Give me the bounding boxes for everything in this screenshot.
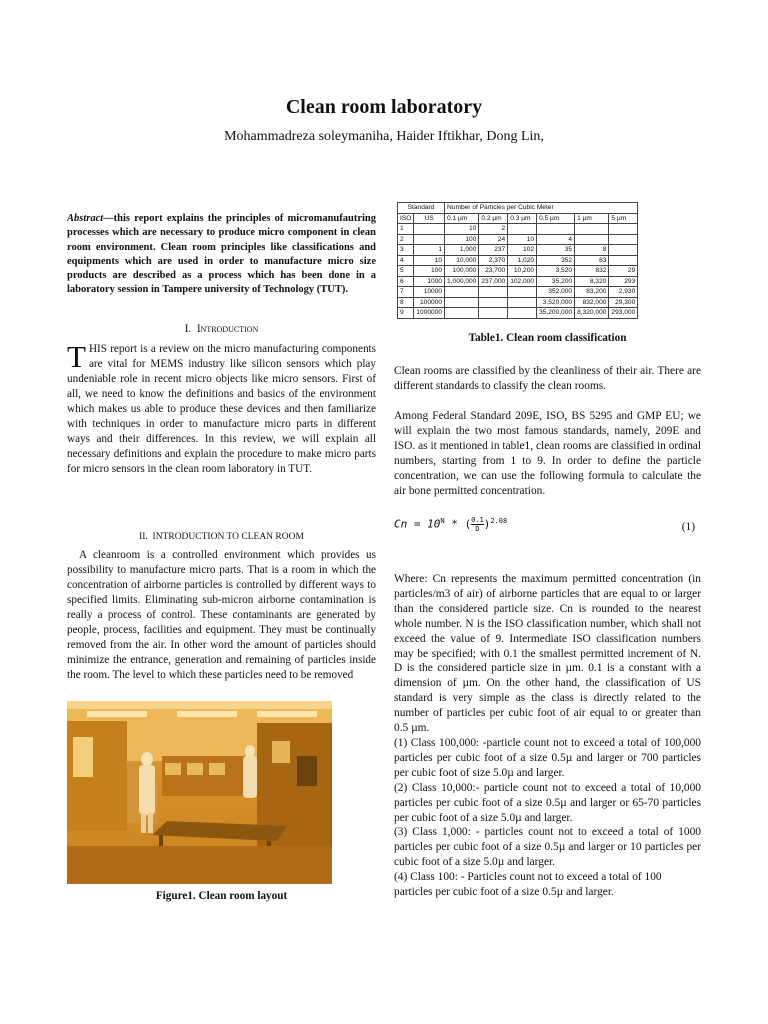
table-cell: 9	[398, 308, 414, 319]
table-cell: 2,370	[479, 255, 508, 266]
table-cell	[609, 224, 638, 235]
table-cell: 8,320	[575, 276, 609, 287]
formula-exp: N	[440, 516, 445, 525]
paper-authors: Mohammadreza soleymaniha, Haider Iftikhar, Dong Lin,	[224, 129, 544, 144]
table-row	[398, 255, 638, 266]
formula-den: D	[475, 525, 480, 533]
table-cell: 83	[575, 255, 609, 266]
column-header: 0.5 µm	[537, 213, 575, 224]
table-cell: 1000	[414, 276, 445, 287]
table-cell: 8	[575, 245, 609, 256]
class-item: (4) Class 100: - Particles count not to exceed a total of 100 particles per cubic foot of a size 0.5µ and larger.	[394, 871, 662, 899]
table-cell: 35	[537, 245, 575, 256]
table-cell: 1,000,000	[445, 276, 479, 287]
table-cell: 23,700	[479, 266, 508, 277]
table-cell: 10	[414, 255, 445, 266]
table-cell: 8,320,000	[575, 308, 609, 319]
abstract-lead: Abstract	[67, 213, 104, 224]
table-cell: 1,000	[445, 245, 479, 256]
table-cell: 293	[609, 276, 638, 287]
table-cell: 2	[398, 234, 414, 245]
table-cell: 3,520	[537, 266, 575, 277]
table-row	[398, 276, 638, 287]
table-cell	[609, 234, 638, 245]
table-cell	[479, 297, 508, 308]
iso-table	[397, 202, 638, 319]
figure-1-caption-text: Figure1. Clean room layout	[155, 890, 288, 902]
table-cell: 832	[575, 266, 609, 277]
table-cell	[575, 234, 609, 245]
table-row	[398, 308, 638, 319]
table-group-header	[398, 203, 638, 214]
table-cell: 1,020	[508, 255, 537, 266]
section-1-title: Introduction	[196, 323, 259, 335]
table-row	[398, 224, 638, 235]
table-cell: 100	[414, 266, 445, 277]
table-row	[398, 245, 638, 256]
table-cell	[508, 224, 537, 235]
table-cell: 2,930	[609, 287, 638, 298]
column-header: 5 µm	[609, 213, 638, 224]
table-cell: 2	[479, 224, 508, 235]
column-header: 1 µm	[575, 213, 609, 224]
formula-mid: * (	[444, 517, 472, 531]
formula-close: )	[483, 517, 491, 531]
right-para-2: Among Federal Standard 209E, ISO, BS 5295 and GMP EU; we will explain the two most famous standards, namely, 209E and ISO. as it mentioned in table1, clean rooms are classified in ordinal numbers, starting from 1 to 9. In order to define the particle concentration, we can use the following formula to calculate the air bone permitted concentration.	[394, 410, 701, 497]
table-cell: 3	[398, 245, 414, 256]
table-cell	[609, 245, 638, 256]
formula-pow: 2.08	[490, 516, 508, 525]
table-cell: 832,000	[575, 297, 609, 308]
table-cell: 24	[479, 234, 508, 245]
right-para-1: Clean rooms are classified by the cleanliness of their air. There are different standards to classify the clean rooms.	[394, 365, 701, 392]
table-cell: 35,200	[537, 276, 575, 287]
table-cell	[414, 234, 445, 245]
table-cell: 3,520,000	[537, 297, 575, 308]
table-cell: 237,000	[479, 276, 508, 287]
abstract-text: —this report explains the principles of micromanufautring processes which are necessary to produce micro component in clean room environment. Clean room principles like classifications and equipments which are used in order to manufacture micro size products are described as a process which has been done in a laboratory session in Tampere university of Technology (TUT).	[67, 213, 376, 296]
table-cell: 352	[537, 255, 575, 266]
column-header: 0.2 µm	[479, 213, 508, 224]
class-item: (3) Class 1,000: - particles count not to exceed a total of 1000 particles per cubic foot of a size 0.5µ and larger or 10 particles per cubic foot of a size 5.0µ and larger.	[394, 826, 701, 869]
column-header: ISO	[398, 213, 414, 224]
table-column-header	[398, 213, 638, 224]
section-2-heading	[67, 530, 376, 545]
table-cell: 100000	[414, 297, 445, 308]
table-cell	[575, 224, 609, 235]
table-cell: 35,200,000	[537, 308, 575, 319]
table-cell	[609, 255, 638, 266]
section-2-title: INTRODUCTION TO CLEAN ROOM	[152, 532, 304, 542]
table-cell: 100	[445, 234, 479, 245]
table-cell: 1	[398, 224, 414, 235]
section-2-number: II.	[139, 532, 148, 542]
table-cell	[445, 308, 479, 319]
table-cell: 29	[609, 266, 638, 277]
table-cell: 83,200	[575, 287, 609, 298]
table-cell: 10,000	[445, 255, 479, 266]
table-cell: 10,200	[508, 266, 537, 277]
table-cell: 102	[508, 245, 537, 256]
formula-number: (1)	[681, 521, 695, 533]
table-row	[398, 234, 638, 245]
table-cell	[537, 224, 575, 235]
table-cell: 8	[398, 297, 414, 308]
formula-num: 0.1	[471, 516, 484, 524]
dropcap: T	[67, 339, 86, 374]
table-cell: 29,300	[609, 297, 638, 308]
section-1-heading	[67, 322, 376, 337]
class-item: (1) Class 100,000: -particle count not to exceed a total of 100,000 particles per cubic foot of a size 0.5µ and larger or 700 particles per cubic foot of size 5.0µ and larger.	[394, 736, 701, 779]
section-2-body: A cleanroom is a controlled environment which provides us possibility to manufacture micro parts. That is a room in which the concentration of airborne particles is controlled by different ways to specified limits. Eliminating sub-micron airborne contamination is really a process of control. These contaminants are generated by people, process, facilities and equipment. They must be continually removed from the air. In other word the amount of particles should minimize the entrance, generation and remaining of particles inside the room. The level to which these particles need to be removed	[67, 549, 376, 681]
table-cell: 6	[398, 276, 414, 287]
formula-fraction	[471, 516, 484, 533]
table-cell: 352,000	[537, 287, 575, 298]
table-cell	[508, 308, 537, 319]
table-1-caption	[394, 331, 701, 346]
table-cell: 4	[398, 255, 414, 266]
table-cell	[508, 297, 537, 308]
section-1-body	[67, 339, 376, 477]
header-standard: Standard	[398, 203, 445, 214]
table-cell: 4	[537, 234, 575, 245]
abstract	[67, 212, 376, 298]
table-cell	[508, 287, 537, 298]
class-item: (2) Class 10,000:- particle count not to exceed a total of 10,000 particles per cubic foot of a size 0.5µ and larger or 65-70 particles per cubic foot of a size 5.0µ and larger.	[394, 781, 701, 824]
section-1-text: HIS report is a review on the micro manufacturing components are vital for MEMS industry like silicon sensors which play undeniable role in recent micro objects like micro sensors. First of all, we need to know the definitions and basics of the environment which makes us able to produce these devices and then familiarize with techniques in order to manufacture micro parts in different ways and their differences. In this review, we will explain all necessary definitions and explain the procedure to make micro parts for micro sensors in the clean room laboratory in TUT.	[67, 343, 376, 475]
right-para-3	[394, 572, 701, 900]
table-cell	[445, 297, 479, 308]
table-cell	[445, 287, 479, 298]
column-header: 0.3 µm	[508, 213, 537, 224]
table-1	[397, 202, 638, 319]
table-cell: 7	[398, 287, 414, 298]
header-particles: Number of Particles per Cubic Meter	[445, 203, 638, 214]
table-row	[398, 297, 638, 308]
table-cell	[479, 308, 508, 319]
table-body	[398, 224, 638, 319]
formula-1	[394, 516, 701, 533]
table-1-caption-text: Table1. Clean room classification	[468, 332, 627, 344]
table-cell: 100,000	[445, 266, 479, 277]
cleanroom-photo	[67, 701, 332, 884]
table-row	[398, 266, 638, 277]
table-cell	[414, 224, 445, 235]
column-header: 0.1 µm	[445, 213, 479, 224]
formula-lhs: Cn = 10	[394, 517, 441, 531]
table-cell: 1	[414, 245, 445, 256]
section-1-number: I.	[184, 323, 192, 335]
table-cell: 10	[445, 224, 479, 235]
table-cell: 5	[398, 266, 414, 277]
figure-1-caption	[67, 889, 376, 904]
table-cell: 1000000	[414, 308, 445, 319]
table-row	[398, 287, 638, 298]
table-cell: 10	[508, 234, 537, 245]
paper-title: Clean room laboratory	[285, 96, 483, 118]
table-cell: 237	[479, 245, 508, 256]
table-cell: 10000	[414, 287, 445, 298]
table-cell: 293,000	[609, 308, 638, 319]
table-cell: 102,000	[508, 276, 537, 287]
where-paragraph: Where: Cn represents the maximum permitted concentration (in particles/m3 of air) of airborne particles that are equal to or larger than the considered particle size. Cn is rounded to the nearest whole number. N is the ISO classification number, which shall not exceed the value of 9. Intermediate ISO classification numbers may be specified; with 0.1 the smallest permitted increment of N. D is the considered particle size in µm. 0.1 is a constant with a dimension of µm. On the other hand, the classification of US standard is very simple as the class is directly related to the number of particles per cubic foot of air equal to or greater than 0.5 µm.	[394, 573, 701, 735]
table-cell	[479, 287, 508, 298]
column-header: US	[414, 213, 445, 224]
